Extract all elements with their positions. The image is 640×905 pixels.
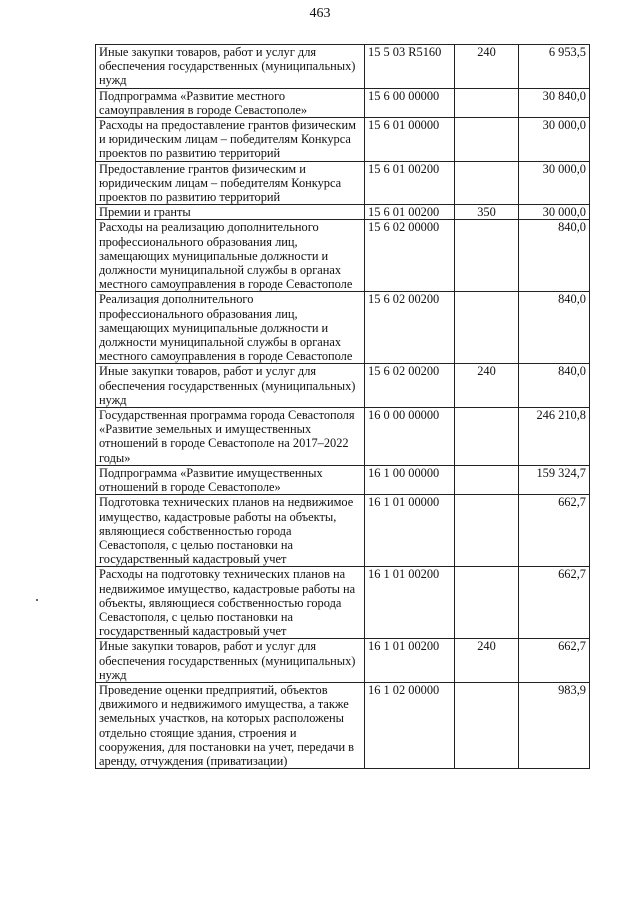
row-expense-type <box>455 88 519 117</box>
row-sum: 159 324,7 <box>519 465 590 494</box>
row-name: Проведение оценки предприятий, объектов движимого и недвижимого имущества, а также земельных участков, на которых расположены отдельно стоящие здания, строения и сооружения, для постановки на учет, передачи в аренду, отчуждения (приватизации) <box>96 682 365 768</box>
row-sum: 246 210,8 <box>519 408 590 466</box>
row-name: Государственная программа города Севастополя «Развитие земельных и имущественных отношений в городе Севастополе на 2017–2022 годы» <box>96 408 365 466</box>
row-sum: 983,9 <box>519 682 590 768</box>
row-expense-type: 240 <box>455 45 519 89</box>
row-code: 16 1 01 00200 <box>365 639 455 683</box>
row-expense-type <box>455 495 519 567</box>
row-name: Иные закупки товаров, работ и услуг для обеспечения государственных (муниципальных) нужд <box>96 45 365 89</box>
table-row <box>96 495 590 567</box>
row-sum: 840,0 <box>519 220 590 292</box>
row-expense-type: 240 <box>455 364 519 408</box>
row-expense-type <box>455 465 519 494</box>
row-expense-type <box>455 567 519 639</box>
row-name: Подпрограмма «Развитие имущественных отношений в городе Севастополе» <box>96 465 365 494</box>
row-name: Иные закупки товаров, работ и услуг для обеспечения государственных (муниципальных) нужд <box>96 364 365 408</box>
table-row <box>96 118 590 162</box>
scan-speck <box>36 599 38 601</box>
table-row <box>96 639 590 683</box>
row-expense-type <box>455 220 519 292</box>
row-expense-type <box>455 682 519 768</box>
row-code: 15 5 03 R5160 <box>365 45 455 89</box>
table-row <box>96 45 590 89</box>
row-code: 16 1 01 00000 <box>365 495 455 567</box>
row-name: Реализация дополнительного профессионального образования лиц, замещающих муниципальные должности и должности муниципальной службы в органах местного самоуправления в городе Севастополе <box>96 292 365 364</box>
row-expense-type: 240 <box>455 639 519 683</box>
row-code: 15 6 00 00000 <box>365 88 455 117</box>
table-row <box>96 205 590 220</box>
row-name: Предоставление грантов физическим и юридическим лицам – победителям Конкурса проектов по развитию территорий <box>96 161 365 205</box>
row-sum: 662,7 <box>519 567 590 639</box>
row-name: Расходы на предоставление грантов физическим и юридическим лицам – победителям Конкурса проектов по развитию территорий <box>96 118 365 162</box>
table-row <box>96 364 590 408</box>
row-sum: 30 000,0 <box>519 118 590 162</box>
row-code: 15 6 02 00200 <box>365 292 455 364</box>
table-row <box>96 220 590 292</box>
table-row <box>96 567 590 639</box>
row-expense-type <box>455 408 519 466</box>
table-row <box>96 88 590 117</box>
row-code: 16 1 00 00000 <box>365 465 455 494</box>
row-code: 15 6 01 00200 <box>365 205 455 220</box>
row-code: 16 1 02 00000 <box>365 682 455 768</box>
table-row <box>96 292 590 364</box>
row-sum: 662,7 <box>519 495 590 567</box>
row-expense-type <box>455 118 519 162</box>
row-sum: 840,0 <box>519 364 590 408</box>
page-number: 463 <box>309 6 331 21</box>
row-expense-type: 350 <box>455 205 519 220</box>
row-name: Премии и гранты <box>96 205 365 220</box>
row-sum: 30 000,0 <box>519 161 590 205</box>
table-row <box>96 682 590 768</box>
row-code: 15 6 01 00200 <box>365 161 455 205</box>
row-code: 15 6 02 00200 <box>365 364 455 408</box>
row-name: Расходы на подготовку технических планов на недвижимое имущество, кадастровые работы на объекты, являющиеся собственностью города Севастополя, с целью постановки на государственный кадастровый учет <box>96 567 365 639</box>
row-expense-type <box>455 292 519 364</box>
row-expense-type <box>455 161 519 205</box>
table-row <box>96 465 590 494</box>
row-sum: 6 953,5 <box>519 45 590 89</box>
row-name: Иные закупки товаров, работ и услуг для обеспечения государственных (муниципальных) нужд <box>96 639 365 683</box>
budget-table <box>95 44 590 769</box>
row-code: 16 0 00 00000 <box>365 408 455 466</box>
row-name: Подготовка технических планов на недвижимое имущество, кадастровые работы на объекты, являющиеся собственностью города Севастополя, с целью постановки на государственный кадастровый учет <box>96 495 365 567</box>
table-row <box>96 408 590 466</box>
table-row <box>96 161 590 205</box>
row-sum: 30 840,0 <box>519 88 590 117</box>
row-sum: 840,0 <box>519 292 590 364</box>
row-sum: 662,7 <box>519 639 590 683</box>
row-code: 15 6 02 00000 <box>365 220 455 292</box>
row-sum: 30 000,0 <box>519 205 590 220</box>
row-code: 15 6 01 00000 <box>365 118 455 162</box>
row-name: Подпрограмма «Развитие местного самоуправления в городе Севастополе» <box>96 88 365 117</box>
row-name: Расходы на реализацию дополнительного профессионального образования лиц, замещающих муниципальные должности и должности муниципальной службы в органах местного самоуправления в городе Севастополе <box>96 220 365 292</box>
row-code: 16 1 01 00200 <box>365 567 455 639</box>
